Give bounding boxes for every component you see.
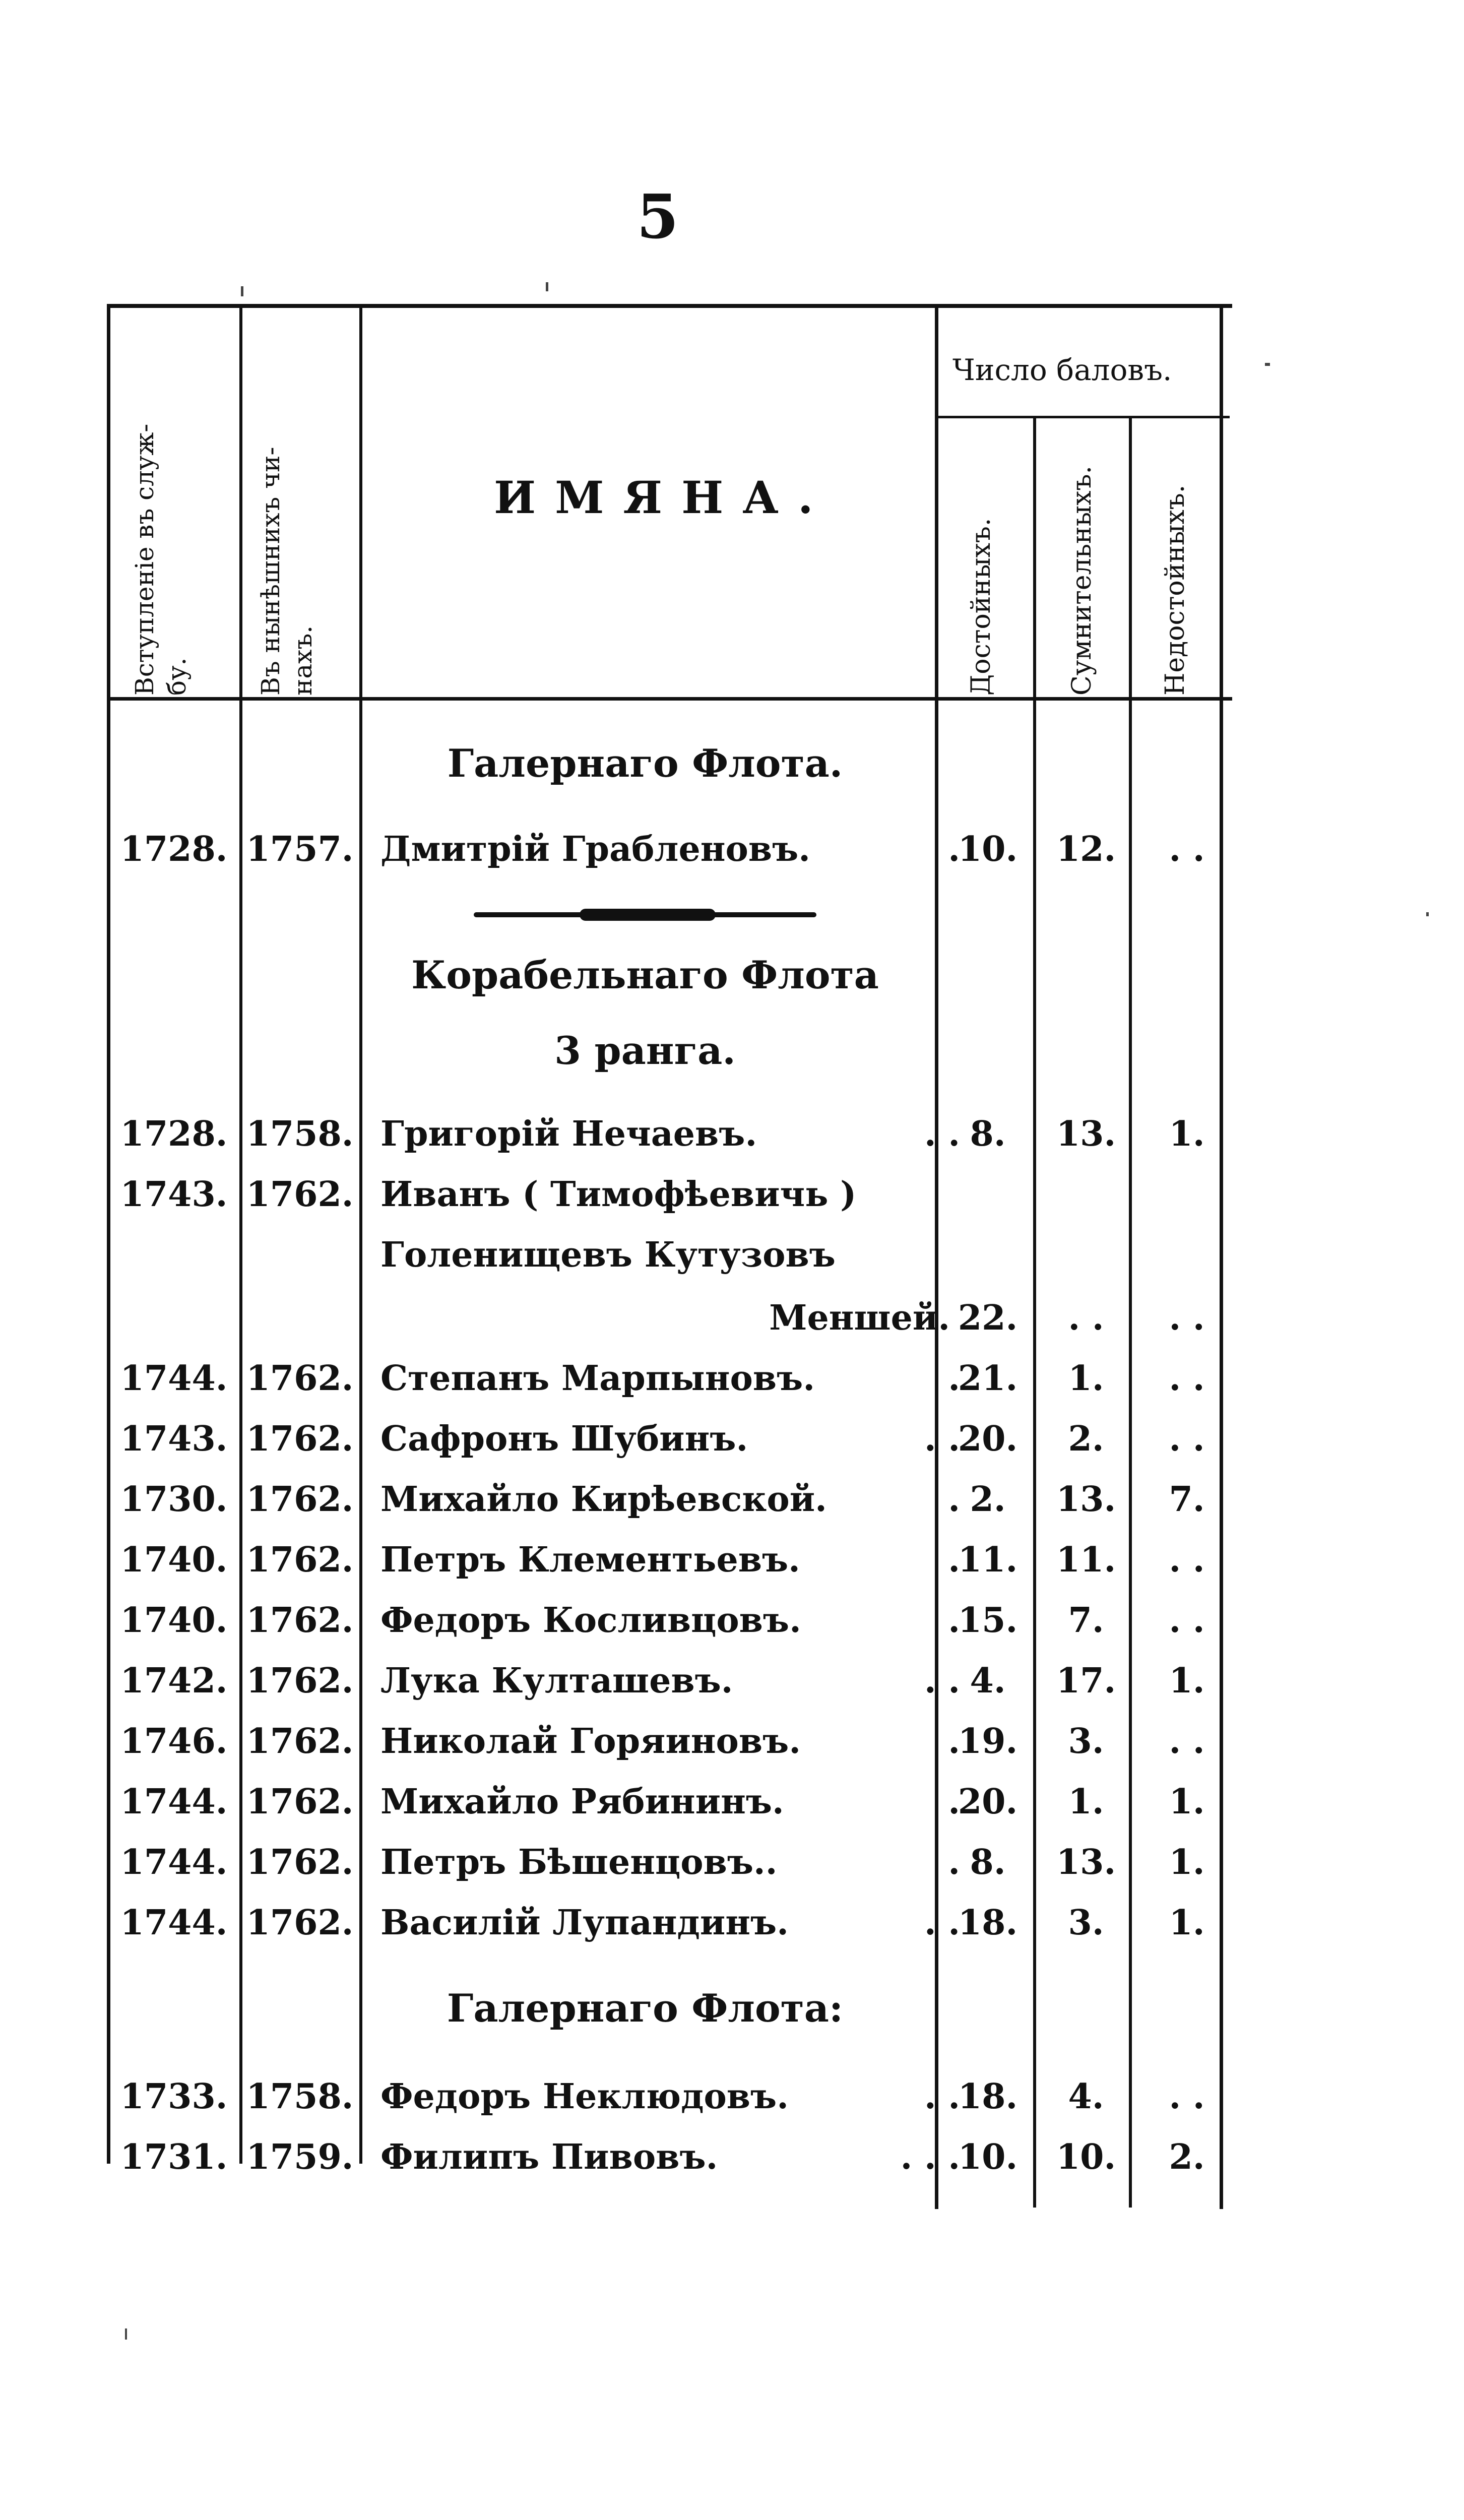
unworthy-count: 1.	[1169, 1661, 1205, 1701]
doubtful-count: 7.	[1068, 1600, 1104, 1641]
leader-dots: .	[948, 829, 960, 869]
entry-year: 1744.	[120, 1903, 228, 1943]
section-heading: Корабельнаго Флота	[411, 953, 879, 997]
print-speck	[241, 286, 243, 296]
leader-dots: .	[948, 1782, 960, 1822]
table-row	[101, 1104, 1230, 1164]
entry-year: 1744.	[120, 1358, 228, 1399]
entry-year: 1731.	[120, 2137, 228, 2177]
name-text: Голенищевъ Кутузовъ	[380, 1235, 836, 1275]
person-name	[380, 2066, 960, 2127]
entry-year: 1744.	[120, 1842, 228, 1882]
header-entry-service	[129, 312, 193, 696]
person-name	[380, 1772, 960, 1832]
person-name	[380, 1590, 960, 1651]
rank-year: 1762.	[246, 1721, 354, 1761]
rank-year: 1762.	[246, 1540, 354, 1580]
print-speck	[546, 282, 548, 291]
worthy-count: 20.	[958, 1782, 1018, 1822]
doubtful-count: 10.	[1056, 2137, 1116, 2177]
rank-year: 1762.	[246, 1358, 354, 1399]
name-text: Лука Култашевъ.	[380, 1661, 733, 1701]
name-text: Петръ Бѣшенцовъ..	[380, 1842, 778, 1882]
name-text: Филипъ Пивовъ.	[380, 2137, 718, 2177]
header-doubtful-label: Сумнительныхъ.	[1067, 465, 1097, 696]
unworthy-count: . .	[1169, 1540, 1205, 1580]
entry-year: 1744.	[120, 1782, 228, 1822]
rank-year: 1762.	[246, 1661, 354, 1701]
leader-dots: . .	[924, 1661, 960, 1701]
name-text: Федоръ Косливцовъ.	[380, 1600, 801, 1641]
rank-year: 1762.	[246, 1842, 354, 1882]
table-row	[101, 1893, 1230, 1953]
header-names: ИМЯНА.	[494, 471, 833, 524]
table-row-continuation	[101, 1225, 1230, 1285]
entry-year: 1743.	[120, 1174, 228, 1215]
table-row	[101, 819, 1230, 879]
leader-dots: .	[948, 1540, 960, 1580]
worthy-count: 8.	[970, 1114, 1006, 1154]
header-unworthy-label: Недостойныхъ.	[1160, 484, 1190, 696]
doubtful-count: 1.	[1068, 1782, 1104, 1822]
rank-year: 1758.	[246, 1114, 354, 1154]
entry-year: 1742.	[120, 1661, 228, 1701]
header-current-rank	[254, 312, 319, 696]
header-doubtful	[1066, 423, 1098, 696]
doubtful-count: 1.	[1068, 1358, 1104, 1399]
name-text: Григорій Нечаевъ.	[380, 1114, 757, 1154]
header-worthy	[965, 423, 997, 696]
table-row	[101, 1348, 1230, 1409]
name-text: Василій Лупандинъ.	[380, 1903, 789, 1943]
table-row	[101, 1590, 1230, 1651]
rank-year: 1762.	[246, 1479, 354, 1520]
entry-year: 1728.	[120, 829, 228, 869]
unworthy-count: . .	[1169, 2076, 1205, 2117]
person-name	[380, 1832, 960, 1893]
doubtful-count: 13.	[1056, 1479, 1116, 1520]
name-text: Степанъ Марпыновъ.	[380, 1358, 815, 1399]
print-speck	[1265, 363, 1270, 366]
unworthy-count: 1.	[1169, 1782, 1205, 1822]
worthy-count: 18.	[958, 2076, 1018, 2117]
name-text: Дмитрій Грабленовъ.	[380, 829, 810, 869]
table-row	[101, 1530, 1230, 1590]
entry-year: 1740.	[120, 1540, 228, 1580]
person-name	[380, 1409, 960, 1469]
rank-year: 1762.	[246, 1600, 354, 1641]
section-divider-ornament	[580, 909, 716, 921]
rank-year: 1762.	[246, 1903, 354, 1943]
unworthy-count: 2.	[1169, 2137, 1205, 2177]
leader-dots: . .	[924, 1903, 960, 1943]
table-row	[101, 2066, 1230, 2127]
leader-dots: . .	[924, 2076, 960, 2117]
name-text: Петръ Клементьевъ.	[380, 1540, 800, 1580]
name-text: Сафронъ Шубинъ.	[380, 1419, 748, 1459]
table-row	[101, 1711, 1230, 1772]
person-name	[380, 1104, 960, 1164]
rank-year: 1759.	[246, 2137, 354, 2177]
unworthy-count: 1.	[1169, 1114, 1205, 1154]
name-text: Федоръ Неклюдовъ.	[380, 2076, 789, 2117]
unworthy-count: . .	[1169, 1298, 1205, 1338]
unworthy-count: 1.	[1169, 1903, 1205, 1943]
doubtful-count: 11.	[1056, 1540, 1116, 1580]
table-row	[101, 1772, 1230, 1832]
worthy-count: 20.	[958, 1419, 1018, 1459]
unworthy-count: 1.	[1169, 1842, 1205, 1882]
person-name	[380, 1288, 950, 1348]
leader-dots: .	[948, 1479, 960, 1520]
rank-year: 1762.	[246, 1782, 354, 1822]
worthy-count: 18.	[958, 1903, 1018, 1943]
entry-year: 1733.	[120, 2076, 228, 2117]
header-entry-label: Вступленіе въ служ- бу.	[130, 423, 192, 696]
worthy-count: 10.	[958, 2137, 1018, 2177]
header-rank-label: Въ нынѣшнихъ чи- нахъ.	[256, 447, 317, 696]
worthy-count: 22.	[958, 1298, 1018, 1338]
table-row	[101, 1651, 1230, 1711]
unworthy-count: . .	[1169, 1358, 1205, 1399]
doubtful-count: 13.	[1056, 1114, 1116, 1154]
leader-dots: . .	[924, 1419, 960, 1459]
entry-year: 1728.	[120, 1114, 228, 1154]
name-text: Николай Горяиновъ.	[380, 1721, 801, 1761]
doubtful-count: 3.	[1068, 1903, 1104, 1943]
person-name	[380, 1469, 960, 1530]
rank-year: 1758.	[246, 2076, 354, 2117]
worthy-count: 21.	[958, 1358, 1018, 1399]
name-text: Михайло Кирѣевской.	[380, 1479, 827, 1520]
person-name	[380, 2127, 960, 2187]
balls-subheader-rule	[937, 416, 1230, 418]
person-name	[380, 1225, 1010, 1285]
entry-year: 1730.	[120, 1479, 228, 1520]
doubtful-count: . .	[1068, 1298, 1104, 1338]
worthy-count: 19.	[958, 1721, 1018, 1761]
leader-dots: .	[948, 1600, 960, 1641]
name-text: Иванъ ( Тимофѣевичь )	[380, 1174, 857, 1215]
leader-dots: . . .	[900, 2137, 960, 2177]
entry-year: 1746.	[120, 1721, 228, 1761]
worthy-count: 15.	[958, 1600, 1018, 1641]
unworthy-count: . .	[1169, 1600, 1205, 1641]
rank-year: 1757.	[246, 829, 354, 869]
leader-dots: .	[948, 1721, 960, 1761]
person-name	[380, 1164, 1010, 1225]
worthy-count: 4.	[970, 1661, 1006, 1701]
unworthy-count: . .	[1169, 1419, 1205, 1459]
entry-year: 1743.	[120, 1419, 228, 1459]
table-top-rule	[108, 304, 1232, 308]
person-name	[380, 819, 960, 879]
person-name	[380, 1530, 960, 1590]
section-subheading: 3 ранга.	[554, 1028, 736, 1073]
entry-year: 1740.	[120, 1600, 228, 1641]
page-number: 5	[636, 181, 679, 253]
doubtful-count: 17.	[1056, 1661, 1116, 1701]
section-heading: Галернаго Флота.	[447, 741, 843, 786]
header-unworthy	[1159, 423, 1191, 696]
person-name	[380, 1711, 960, 1772]
doubtful-count: 3.	[1068, 1721, 1104, 1761]
table-row-continuation	[101, 1288, 1230, 1348]
worthy-count: 8.	[970, 1842, 1006, 1882]
unworthy-count: . .	[1169, 1721, 1205, 1761]
header-bottom-rule	[108, 697, 1232, 701]
person-name	[380, 1348, 960, 1409]
person-name	[380, 1893, 960, 1953]
rank-year: 1762.	[246, 1419, 354, 1459]
worthy-count: 11.	[958, 1540, 1018, 1580]
doubtful-count: 13.	[1056, 1842, 1116, 1882]
table-row	[101, 2127, 1230, 2187]
person-name	[380, 1651, 960, 1711]
table-row	[101, 1164, 1230, 1225]
doubtful-count: 2.	[1068, 1419, 1104, 1459]
doubtful-count: 12.	[1056, 829, 1116, 869]
table-row	[101, 1469, 1230, 1530]
rank-year: 1762.	[246, 1174, 354, 1215]
unworthy-count: . .	[1169, 829, 1205, 869]
leader-dots: . .	[924, 1114, 960, 1154]
print-speck	[1426, 912, 1429, 916]
section-heading: Галернаго Флота:	[447, 1986, 844, 2031]
table-row	[101, 1832, 1230, 1893]
header-worthy-label: Достойныхъ.	[966, 518, 996, 696]
unworthy-count: 7.	[1169, 1479, 1205, 1520]
name-text: Меншей.	[769, 1298, 950, 1338]
header-balls-count: Число баловъ.	[952, 353, 1172, 387]
doubtful-count: 4.	[1068, 2076, 1104, 2117]
name-text: Михайло Рябининъ.	[380, 1782, 784, 1822]
print-speck	[125, 2328, 127, 2340]
worthy-count: 10.	[958, 829, 1018, 869]
table-row	[101, 1409, 1230, 1469]
leader-dots: .	[948, 1842, 960, 1882]
leader-dots: .	[948, 1358, 960, 1399]
worthy-count: 2.	[970, 1479, 1006, 1520]
